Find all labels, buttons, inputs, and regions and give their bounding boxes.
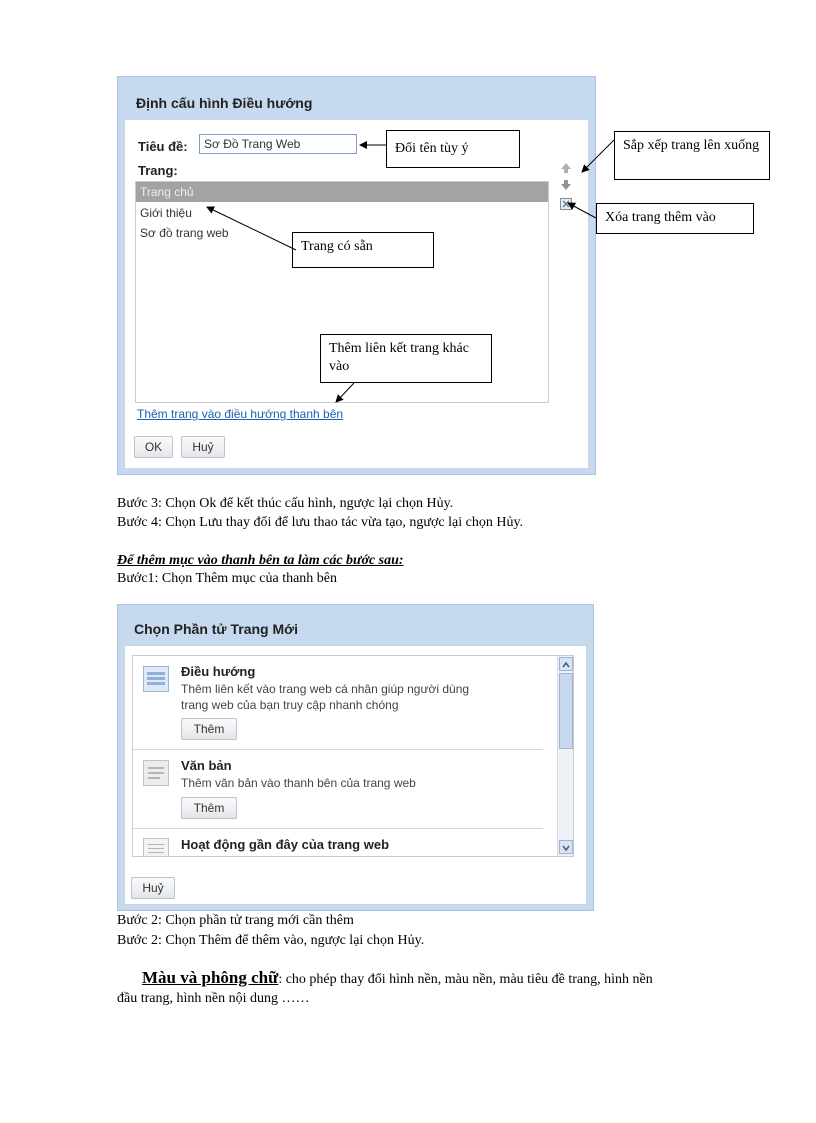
step-1: Bước1: Chọn Thêm mục của thanh bên: [117, 571, 338, 586]
widget-title: Điều hướng: [181, 664, 256, 679]
add-navigation-button[interactable]: Thêm: [181, 718, 237, 740]
text-widget-icon: [143, 760, 169, 786]
scroll-down-icon[interactable]: [559, 840, 573, 854]
page-item[interactable]: Trang chủ: [140, 185, 194, 199]
navigation-widget-icon: [143, 666, 169, 692]
scroll-up-icon[interactable]: [559, 657, 573, 671]
divider: [133, 749, 543, 750]
cancel-button[interactable]: Huỷ: [131, 877, 175, 899]
widget-desc: Thêm liên kết vào trang web cá nhân giúp người dùng: [181, 682, 470, 696]
callout-delete: Xóa trang thêm vào: [596, 203, 754, 234]
title-input[interactable]: Sơ Đồ Trang Web: [199, 134, 357, 154]
add-page-link[interactable]: Thêm trang vào điều hướng thanh bên: [137, 407, 344, 421]
callout-sort: Sắp xếp trang lên xuống: [614, 131, 770, 180]
step-2b: Bước 2: Chọn Thêm để thêm vào, ngược lại chọn Hủy.: [117, 933, 425, 948]
scroll-thumb[interactable]: [559, 673, 573, 749]
dialog-title: Định cấu hình Điều hướng: [136, 95, 313, 111]
divider: [133, 828, 543, 829]
callout-existing: Trang có sẵn: [292, 232, 434, 268]
final-paragraph-line2: đầu trang, hình nền nội dung ……: [117, 991, 310, 1006]
callout-add-link: Thêm liên kết trang khác vào: [320, 334, 492, 383]
element-list: [132, 655, 574, 857]
step-4: Bước 4: Chọn Lưu thay đổi để lưu thao tác vừa tạo, ngược lại chọn Hủy.: [117, 515, 524, 530]
step-3: Bước 3: Chọn Ok để kết thúc cấu hình, ngược lại chọn Hủy.: [117, 496, 454, 511]
dialog-title: Chọn Phần tử Trang Mới: [134, 621, 298, 637]
final-paragraph-line1: [142, 968, 736, 988]
recent-activity-icon: [143, 838, 169, 857]
widget-desc: Thêm văn bản vào thanh bên của trang web: [181, 776, 416, 790]
section-heading: Để thêm mục vào thanh bên ta làm các bước sau:: [117, 553, 404, 568]
page-item[interactable]: Sơ đồ trang web: [140, 226, 229, 240]
title-label: Tiêu đề:: [138, 139, 188, 154]
callout-rename: Đổi tên tùy ý: [386, 130, 520, 168]
callout-arrows: [0, 0, 816, 520]
step-2a: Bước 2: Chọn phần tử trang mới cần thêm: [117, 913, 354, 928]
widget-desc: trang web của bạn truy cập nhanh chóng: [181, 698, 399, 712]
add-text-button[interactable]: Thêm: [181, 797, 237, 819]
widget-title: Hoạt động gần đây của trang web: [181, 837, 390, 852]
new-element-dialog: [117, 604, 594, 911]
scrollbar[interactable]: [557, 656, 574, 856]
color-font-heading: Màu và phông chữ: [142, 968, 279, 987]
widget-title: Văn bản: [181, 758, 232, 773]
ok-button[interactable]: OK: [134, 436, 173, 458]
page-item[interactable]: Giới thiệu: [140, 206, 192, 220]
cancel-button[interactable]: Huỷ: [181, 436, 225, 458]
final-text: : cho phép thay đổi hình nền, màu nền, màu tiêu đề trang, hình nền: [278, 972, 653, 987]
pages-label: Trang:: [138, 163, 178, 178]
